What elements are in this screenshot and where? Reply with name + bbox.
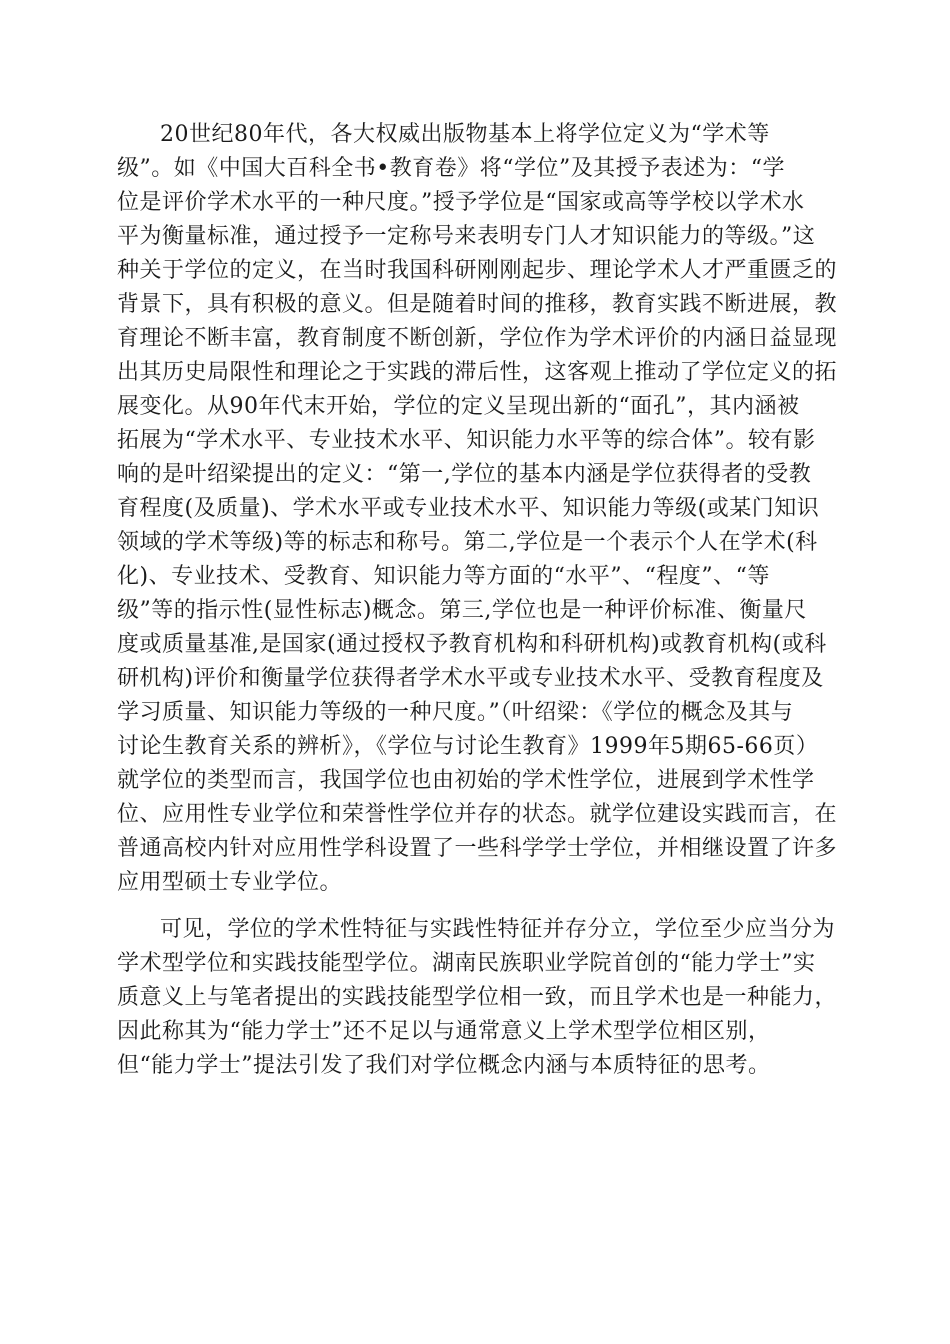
text-line: 级”。如《中国大百科全书•教育卷》将“学位”及其授予表述为：“学 bbox=[117, 156, 785, 181]
text-line: 出其历史局限性和理论之于实践的滞后性，这客观上推动了学位定义的拓 bbox=[117, 360, 838, 385]
text-line: 化)、专业技术、受教育、知识能力等方面的“水平”、“程度”、“等 bbox=[117, 564, 770, 589]
text-line: 拓展为“学术水平、专业技术水平、知识能力水平等的综合体”。较有影 bbox=[117, 428, 816, 453]
text-line: 可见，学位的学术性特征与实践性特征并存分立，学位至少应当分为 bbox=[160, 917, 836, 942]
text-line: 背景下，具有积极的意义。但是随着时间的推移，教育实践不断进展，教 bbox=[117, 292, 838, 317]
text-line: 育程度(及质量)、学术水平或专业技术水平、知识能力等级(或某门知识 bbox=[117, 496, 820, 521]
text-line: 响的是叶绍梁提出的定义：“第一,学位的基本内涵是学位获得者的受教 bbox=[117, 462, 812, 487]
text-line: 位、应用性专业学位和荣誉性学位并存的状态。就学位建设实践而言，在 bbox=[117, 802, 838, 827]
text-line: 讨论生教育关系的辨析》，《学位与讨论生教育》1999年5期65-66页） bbox=[117, 734, 819, 759]
text-line: 级”等的指示性(显性标志)概念。第三,学位也是一种评价标准、衡量尺 bbox=[117, 598, 807, 623]
text-line: 学术型学位和实践技能型学位。湖南民族职业学院首创的“能力学士”实 bbox=[117, 951, 816, 976]
text-line: 但“能力学士”提法引发了我们对学位概念内涵与本质特征的思考。 bbox=[117, 1053, 771, 1078]
text-line: 学习质量、知识能力等级的一种尺度。”（叶绍梁：《学位的概念及其与 bbox=[117, 700, 794, 725]
text-line: 种关于学位的定义，在当时我国科研刚刚起步、理论学术人才严重匮乏的 bbox=[117, 258, 838, 283]
text-line: 应用型硕士专业学位。 bbox=[117, 870, 343, 895]
text-line: 育理论不断丰富，教育制度不断创新，学位作为学术评价的内涵日益显现 bbox=[117, 326, 838, 351]
text-line: 研机构)评价和衡量学位获得者学术水平或专业技术水平、受教育程度及 bbox=[117, 666, 824, 691]
text-line: 位是评价学术水平的一种尺度。”授予学位是“国家或高等学校以学术水 bbox=[117, 190, 805, 215]
text-line: 展变化。从90年代末开始，学位的定义呈现出新的“面孔”，其内涵被 bbox=[117, 394, 800, 419]
text-line: 就学位的类型而言，我国学位也由初始的学术性学位，进展到学术性学 bbox=[117, 768, 815, 793]
text-line: 度或质量基准,是国家(通过授权予教育机构和科研机构)或教育机构(或科 bbox=[117, 632, 827, 657]
text-line: 平为衡量标准，通过授予一定称号来表明专门人才知识能力的等级。”这 bbox=[117, 224, 816, 249]
text-line: 质意义上与笔者提出的实践技能型学位相一致，而且学术也是一种能力， bbox=[117, 985, 838, 1010]
text-line: 因此称其为“能力学士”还不足以与通常意义上学术型学位相区别， bbox=[117, 1019, 771, 1044]
text-line: 领域的学术等级)等的标志和称号。第二,学位是一个表示个人在学术(科 bbox=[117, 530, 818, 555]
text-line: 普通高校内针对应用性学科设置了一些科学学士学位，并相继设置了许多 bbox=[117, 836, 838, 861]
text-line: 20世纪80年代，各大权威出版物基本上将学位定义为“学术等 bbox=[160, 122, 770, 147]
